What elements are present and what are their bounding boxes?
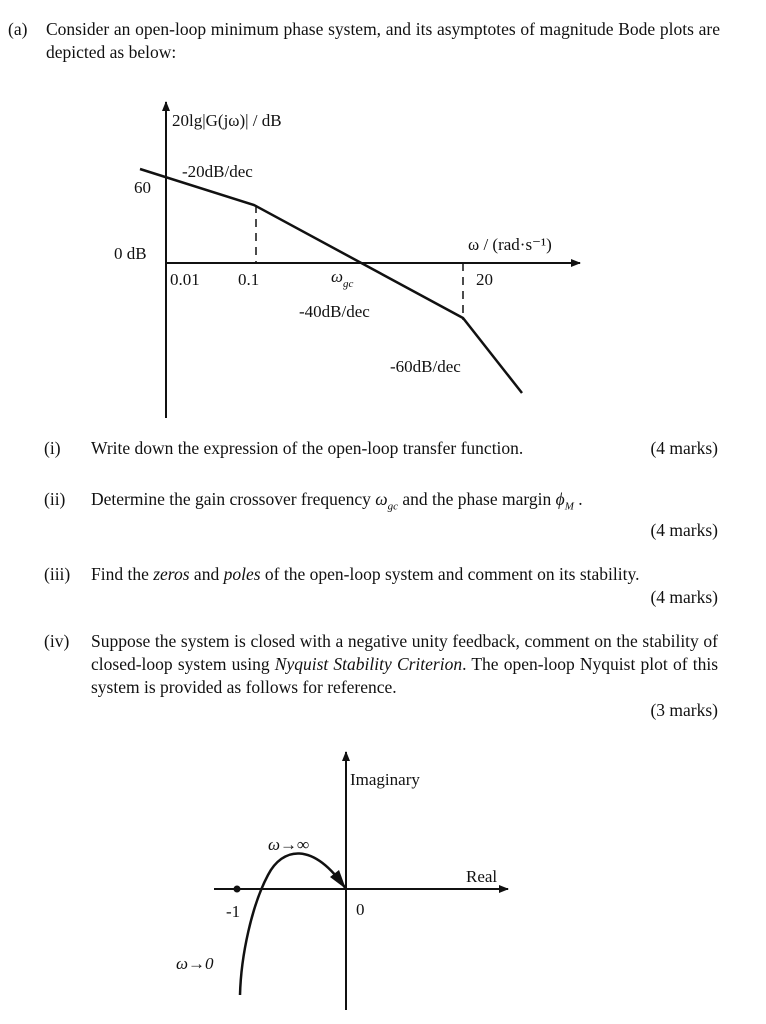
question-marks: (4 marks) <box>650 587 718 607</box>
question-num: (iv) <box>44 631 70 651</box>
question-iv <box>44 630 718 722</box>
nyquist-imag-label: Imaginary <box>350 770 420 789</box>
bode-crossover-label: $\omega_{gc}$ <box>331 267 354 290</box>
question-num: (i) <box>44 438 61 458</box>
bode-slope-40: -40dB/dec <box>299 302 370 321</box>
nyquist-real-label: Real <box>466 867 498 886</box>
bode-zero-db: 0 dB <box>114 244 147 263</box>
nyquist-minus-one-label: -1 <box>226 902 241 921</box>
bode-tick-01: 0.1 <box>238 270 260 289</box>
bode-tick-001: 0.01 <box>170 270 200 289</box>
nyquist-origin-label: 0 <box>356 900 365 919</box>
question-text: Determine the gain crossover frequency $\omega_{gc}$ and the phase margin $\phi_M$ . <box>91 489 583 513</box>
question-ii <box>44 488 718 542</box>
nyquist-omega-inf: ω→∞ <box>268 835 310 854</box>
question-num: (ii) <box>44 489 66 509</box>
question-marks: (4 marks) <box>650 519 718 540</box>
question-marks: (3 marks) <box>650 700 718 720</box>
bode-y-label: 20lg|G(jω)| / dB <box>172 111 282 130</box>
intro-text: Consider an open-loop minimum phase system, and its asymptotes of magnitude Bode plots are depicted as below: <box>46 19 720 62</box>
question-text: Find the zeros and poles of the open-loop system and comment on its stability. <box>91 564 640 584</box>
question-marks: (4 marks) <box>650 438 718 458</box>
question-text: Write down the expression of the open-loop transfer function. <box>91 438 524 458</box>
question-num: (iii) <box>44 564 71 584</box>
bode-slope-20: -20dB/dec <box>182 162 253 181</box>
nyquist-omega-zero: ω→0 <box>176 954 214 973</box>
bode-tick-20: 20 <box>476 270 493 289</box>
question-i <box>44 437 718 460</box>
bode-slope-60: -60dB/dec <box>390 357 461 376</box>
question-text: Suppose the system is closed with a negative unity feedback, comment on the stability of closed-loop system using Nyquist Stability Criterion. The open-loop Nyquist plot of this system is provided as follows for reference. <box>91 631 718 697</box>
question-iii <box>44 563 718 609</box>
part-label: (a) <box>8 19 28 39</box>
bode-x-label: ω / (rad·s⁻¹) <box>468 235 552 254</box>
bode-tick-60: 60 <box>134 178 151 197</box>
